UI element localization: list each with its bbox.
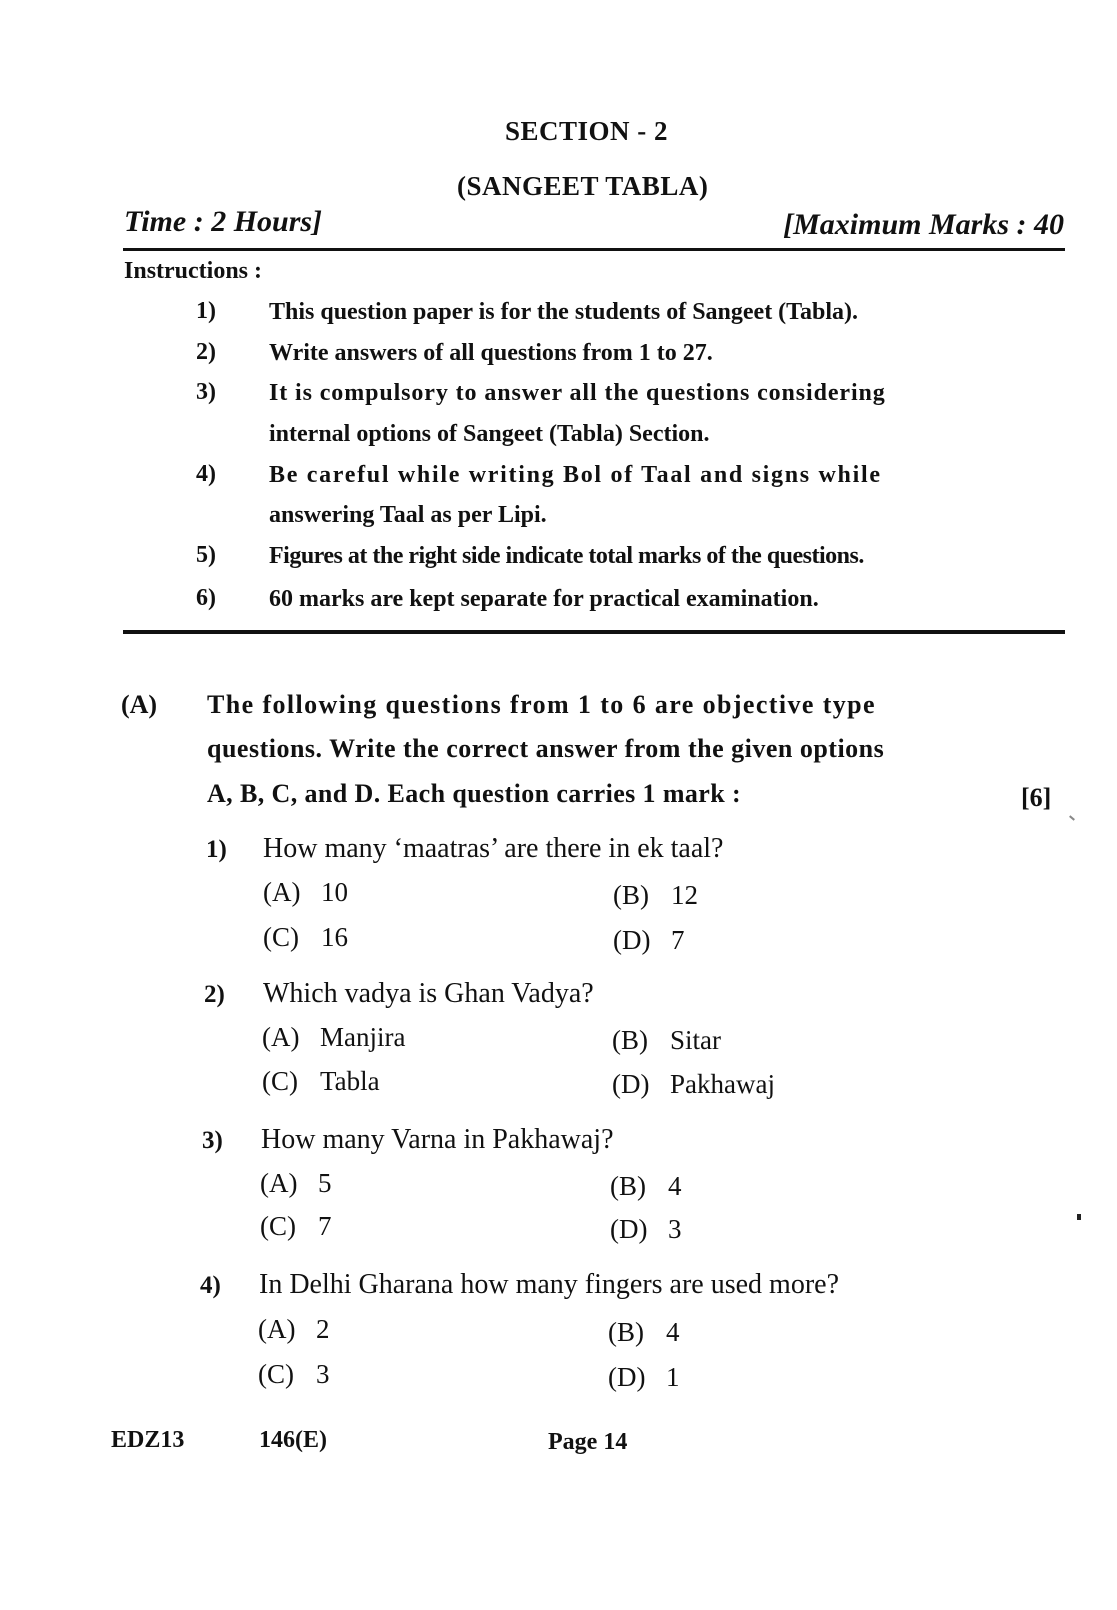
section-a-marks: [6] <box>1021 783 1052 812</box>
question-text: Which vadya is Ghan Vadya? <box>263 978 594 1009</box>
instructions-divider <box>123 630 1065 634</box>
option-value: 4 <box>668 1171 682 1201</box>
option-value: Manjira <box>320 1022 406 1052</box>
option-label: (A) <box>260 1168 298 1198</box>
instruction-text: Be careful while writing Bol of Taal and signs while <box>269 462 882 488</box>
question-text: How many Varna in Pakhawaj? <box>261 1124 614 1155</box>
option-label: (B) <box>613 880 649 910</box>
option-b <box>613 880 698 911</box>
option-label: (C) <box>258 1359 294 1389</box>
scan-speck <box>1077 1214 1081 1220</box>
header-divider <box>123 248 1065 251</box>
option-c <box>260 1211 332 1242</box>
option-value: 5 <box>318 1168 332 1198</box>
option-d <box>612 1069 775 1100</box>
section-a-label: (A) <box>121 690 158 719</box>
subject-title: (SANGEET TABLA) <box>457 171 709 201</box>
instruction-text: This question paper is for the students of Sangeet (Tabla). <box>269 299 858 325</box>
time-label: Time : 2 Hours] <box>124 205 323 238</box>
option-value: 1 <box>666 1362 680 1392</box>
option-value: 4 <box>666 1317 680 1347</box>
option-label: (C) <box>260 1211 296 1241</box>
footer-code: EDZ13 <box>111 1427 185 1453</box>
question-number: 4) <box>200 1272 221 1299</box>
option-value: 3 <box>668 1214 682 1244</box>
option-value: 2 <box>316 1314 330 1344</box>
question-text: In Delhi Gharana how many fingers are used more? <box>259 1269 840 1300</box>
option-c <box>263 922 348 953</box>
option-label: (B) <box>612 1025 648 1055</box>
option-label: (B) <box>608 1317 644 1347</box>
question-text: How many ‘maatras’ are there in ek taal? <box>263 833 724 864</box>
question-number: 1) <box>206 836 227 863</box>
section-a-text: A, B, C, and D. Each question carries 1 mark : <box>207 779 742 808</box>
option-value: 12 <box>671 880 698 910</box>
instruction-text: Figures at the right side indicate total marks of the questions. <box>269 543 864 569</box>
option-value: Tabla <box>320 1066 380 1096</box>
instruction-text: 60 marks are kept separate for practical examination. <box>269 586 819 612</box>
option-label: (A) <box>263 877 301 907</box>
scan-speck <box>1069 815 1075 820</box>
instruction-text-continued: answering Taal as per Lipi. <box>269 502 547 528</box>
option-label: (A) <box>262 1022 300 1052</box>
option-d <box>613 925 685 956</box>
instruction-number: 5) <box>196 542 216 568</box>
option-label: (D) <box>612 1069 650 1099</box>
option-value: 16 <box>321 922 348 952</box>
instruction-text: It is compulsory to answer all the questions considering <box>269 380 886 406</box>
option-c <box>262 1066 380 1097</box>
option-value: 3 <box>316 1359 330 1389</box>
option-label: (B) <box>610 1171 646 1201</box>
option-value: 10 <box>321 877 348 907</box>
max-marks-label: [Maximum Marks : 40 <box>783 208 1064 241</box>
option-a <box>263 877 348 908</box>
option-a <box>258 1314 330 1345</box>
option-value: 7 <box>671 925 685 955</box>
option-label: (C) <box>263 922 299 952</box>
option-value: Pakhawaj <box>670 1069 775 1099</box>
section-a-text: questions. Write the correct answer from the given options <box>207 734 885 763</box>
option-a <box>260 1168 332 1199</box>
instruction-number: 3) <box>196 379 216 405</box>
footer-paper: 146(E) <box>259 1427 327 1453</box>
instruction-text-continued: internal options of Sangeet (Tabla) Section. <box>269 421 710 447</box>
option-label: (A) <box>258 1314 296 1344</box>
instruction-text: Write answers of all questions from 1 to 27. <box>269 340 713 366</box>
instruction-number: 2) <box>196 339 216 365</box>
section-a-text: The following questions from 1 to 6 are objective type <box>207 690 876 719</box>
instructions-heading: Instructions : <box>124 258 263 284</box>
option-value: Sitar <box>670 1025 721 1055</box>
option-label: (D) <box>610 1214 648 1244</box>
question-number: 2) <box>204 981 225 1008</box>
option-c <box>258 1359 330 1390</box>
instruction-number: 4) <box>196 461 216 487</box>
option-d <box>608 1362 680 1393</box>
instruction-number: 6) <box>196 585 216 611</box>
option-value: 7 <box>318 1211 332 1241</box>
option-b <box>610 1171 682 1202</box>
option-label: (C) <box>262 1066 298 1096</box>
option-label: (D) <box>613 925 651 955</box>
option-b <box>608 1317 680 1348</box>
page-number: Page 14 <box>548 1429 628 1455</box>
instruction-number: 1) <box>196 298 216 324</box>
section-title: SECTION - 2 <box>505 116 669 146</box>
option-label: (D) <box>608 1362 646 1392</box>
option-b <box>612 1025 721 1056</box>
option-a <box>262 1022 405 1053</box>
option-d <box>610 1214 682 1245</box>
question-number: 3) <box>202 1127 223 1154</box>
